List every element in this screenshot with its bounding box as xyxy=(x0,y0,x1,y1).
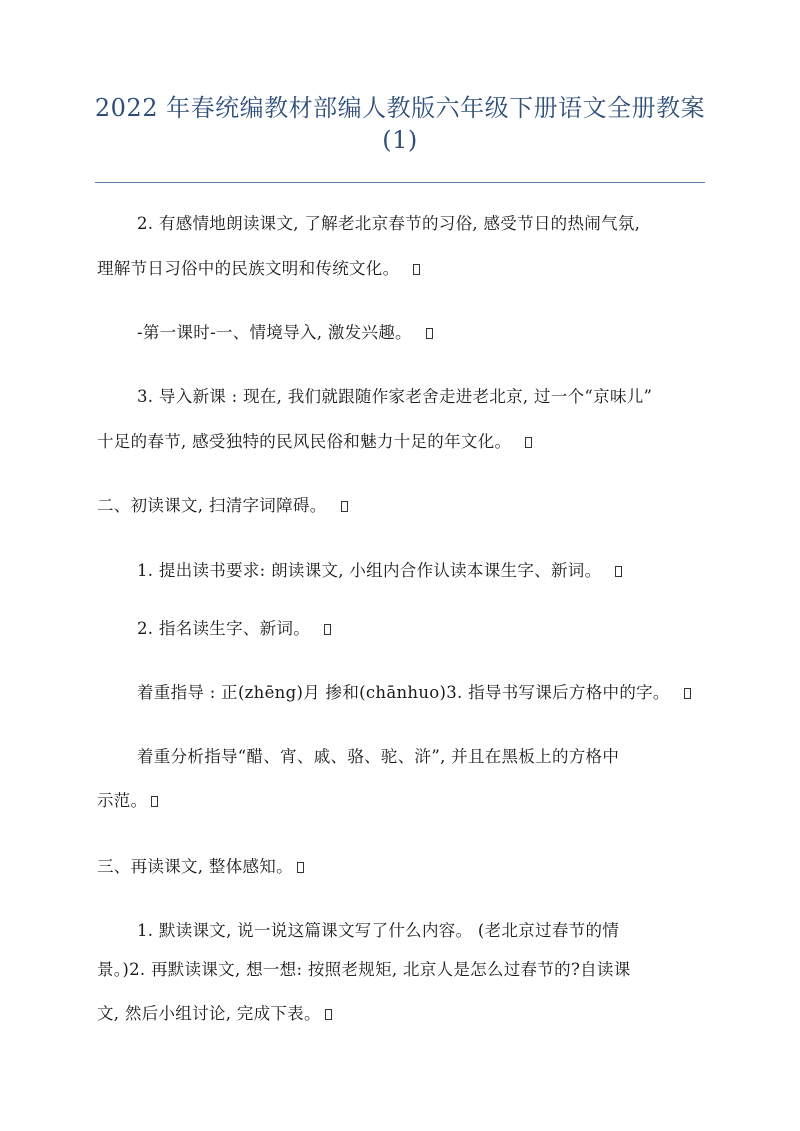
paragraph-mark-icon xyxy=(615,566,622,577)
paragraph-mark-icon xyxy=(324,624,331,635)
paragraph-mark-icon xyxy=(684,688,691,699)
paragraph-mark-icon xyxy=(151,796,158,807)
paragraph-line: 着重指导 : 正(zhēng)月 掺和(chānhuo)3. 指导书写课后方格中的字。 xyxy=(137,683,691,703)
document-title-suffix: (1) xyxy=(382,126,418,154)
paragraph-line: 2. 指名读生字、新词。 xyxy=(137,619,331,639)
paragraph-line: 2. 有感情地朗读课文, 了解老北京春节的习俗, 感受节日的热闹气氛, xyxy=(137,214,641,233)
paragraph-mark-icon xyxy=(325,1009,332,1020)
section-heading: 二、初读课文, 扫清字词障碍。 xyxy=(97,496,348,516)
title-divider xyxy=(95,182,705,183)
paragraph-line: 着重分析指导“醋、宵、戚、骆、驼、浒”, 并且在黑板上的方格中 xyxy=(137,747,620,766)
paragraph-line: 文, 然后小组讨论, 完成下表。 xyxy=(97,1004,332,1024)
paragraph-mark-icon xyxy=(341,501,348,512)
section-heading: -第一课时-一、情境导入, 激发兴趣。 xyxy=(137,323,433,343)
document-title: 2022 年春统编教材部编人教版六年级下册语文全册教案 xyxy=(94,94,706,122)
paragraph-line: 景。)2. 再默读课文, 想一想: 按照老规矩, 北京人是怎么过春节的?自读课 xyxy=(97,960,631,979)
paragraph-mark-icon xyxy=(426,328,433,339)
paragraph-line: 理解节日习俗中的民族文明和传统文化。 xyxy=(97,259,420,279)
section-heading: 三、再读课文, 整体感知。 xyxy=(97,857,304,877)
paragraph-line: 3. 导入新课 : 现在, 我们就跟随作家老舍走进老北京, 过一个“京味儿” xyxy=(137,387,653,406)
paragraph-line: 示范。 xyxy=(97,791,158,811)
paragraph-line: 十足的春节, 感受独特的民风民俗和魅力十足的年文化。 xyxy=(97,432,532,452)
paragraph-line: 1. 提出读书要求: 朗读课文, 小组内合作认读本课生字、新词。 xyxy=(137,561,622,581)
paragraph-mark-icon xyxy=(297,862,304,873)
paragraph-mark-icon xyxy=(413,264,420,275)
paragraph-line: 1. 默读课文, 说一说这篇课文写了什么内容。 (老北京过春节的情 xyxy=(137,921,620,940)
paragraph-mark-icon xyxy=(525,437,532,448)
